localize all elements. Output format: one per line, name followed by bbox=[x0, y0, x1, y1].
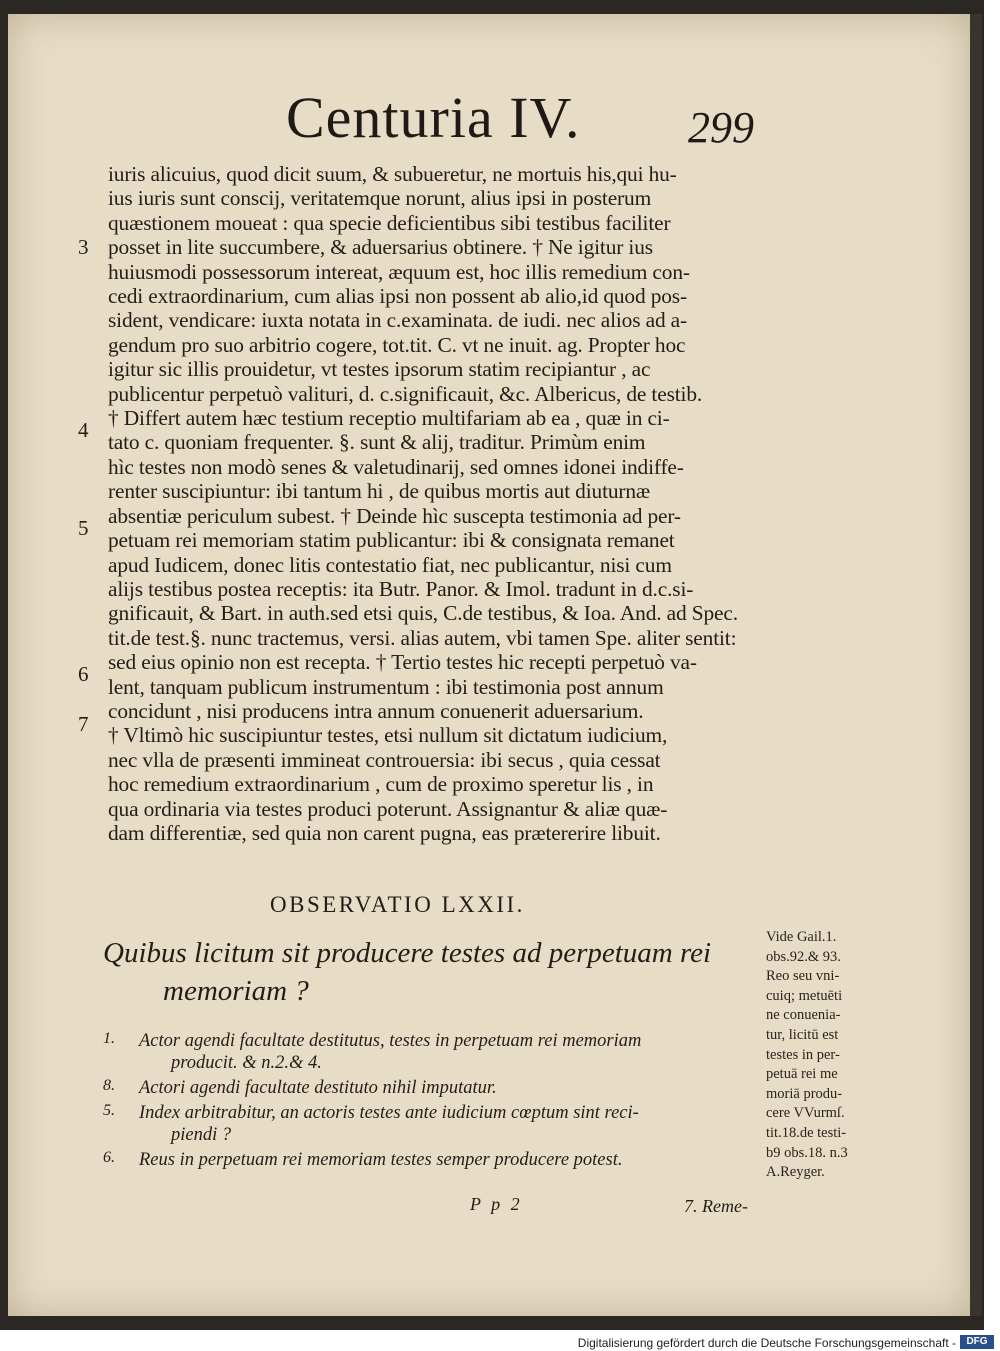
note-line: cere VVurmſ. bbox=[766, 1105, 845, 1122]
marginal-note bbox=[766, 928, 866, 1183]
text-line: hìc testes non modò senes & valetudinarij, sed omnes idonei indiffe- bbox=[108, 454, 684, 479]
text-line: apud Iudicem, donec litis contestatio fiat, nec publicantur, nisi cum bbox=[108, 552, 672, 577]
note-line: testes in per- bbox=[766, 1046, 840, 1063]
note-line: ne conuenia- bbox=[766, 1007, 841, 1024]
note-line: Reo seu vni- bbox=[766, 968, 840, 985]
text-line: cedi extraordinarium, cum alias ipsi non possent ab alio,id quod pos- bbox=[108, 284, 687, 309]
note-line: petuā rei me bbox=[766, 1066, 838, 1083]
summary-line: Actori agendi facultate destituto nihil imputatur. bbox=[139, 1078, 497, 1098]
text-line: igitur sic illis prouidetur, vt testes ipsorum statim recipiantur , ac bbox=[108, 357, 651, 382]
text-line: ius iuris sunt conscij, veritatemque norunt, alius ipsi in posterum bbox=[108, 186, 652, 211]
text-line: iuris alicuius, quod dicit suum, & subueretur, ne mortuis his,qui hu- bbox=[108, 162, 677, 186]
text-line: dam differentiæ, sed quia non carent pugna, eas prætererire libuit. bbox=[108, 820, 661, 845]
text-line: qua ordinaria via testes produci poterunt. Assignantur & aliæ quæ- bbox=[108, 796, 668, 821]
summary-item bbox=[103, 1102, 763, 1146]
page-edge bbox=[968, 14, 982, 1316]
text-line: alijs testibus postea receptis: ita Butr. Panor. & Imol. tradunt in d.c.si- bbox=[108, 576, 694, 601]
question-line: memoriam ? bbox=[163, 975, 309, 1007]
summary-line: Actor agendi facultate destitutus, testes in perpetuam rei memoriam bbox=[139, 1031, 642, 1051]
question-line: Quibus licitum sit producere testes ad perpetuam rei bbox=[103, 937, 712, 969]
text-line: tato c. quoniam frequenter. §. sunt & alij, traditur. Primùm enim bbox=[108, 430, 646, 455]
note-line: cuiq; metuēti bbox=[766, 987, 843, 1004]
summary-number: 8. bbox=[103, 1077, 115, 1094]
summary-list bbox=[103, 1030, 763, 1174]
text-line: gendum pro suo arbitrio cogere, tot.tit. C. vt ne inuit. ag. Propter hoc bbox=[108, 332, 686, 357]
observation-heading: OBSERVATIO LXXII. bbox=[270, 892, 525, 917]
signature-mark: P p 2 bbox=[470, 1194, 523, 1214]
text-line: huiusmodi possessorum intereat, æquum est, hoc illis remedium con- bbox=[108, 259, 690, 284]
summary-number: 6. bbox=[103, 1149, 115, 1166]
note-line: Vide Gail.1. bbox=[766, 929, 837, 945]
note-line: b9 obs.18. n.3 bbox=[766, 1144, 848, 1161]
text-line: publicentur perpetuò valituri, d. c.significauit, &c. Albericus, de testib. bbox=[108, 381, 703, 406]
margin-number: 4 bbox=[78, 418, 89, 442]
summary-line: Reus in perpetuam rei memoriam testes semper producere potest. bbox=[139, 1150, 623, 1170]
catchword: 7. Reme- bbox=[684, 1196, 748, 1216]
text-line: hoc remedium extraordinarium , cum de proximo speretur lis , in bbox=[108, 772, 654, 797]
summary-item bbox=[103, 1077, 763, 1099]
text-line: tit.de test.§. nunc tractemus, versi. alias autem, vbi tamen Spe. aliter sentit: bbox=[108, 625, 737, 650]
text-line: nec vlla de præsenti immineat controuersia: ibi secus , quia cessat bbox=[108, 747, 661, 772]
page-number: 299 bbox=[688, 103, 754, 152]
margin-number: 6 bbox=[78, 662, 89, 686]
note-line: A.Reyger. bbox=[766, 1164, 825, 1181]
text-line: sed eius opinio non est recepta. † Tertio testes hic recepti perpetuò va- bbox=[108, 650, 697, 675]
text-line: † Differt autem hæc testium receptio multifariam ab ea , quæ in ci- bbox=[108, 406, 670, 431]
note-line: moriā produ- bbox=[766, 1085, 843, 1102]
text-line: petuam rei memoriam statim publicantur: ibi & consignata remanet bbox=[108, 528, 675, 553]
text-line: absentiæ periculum subest. † Deinde hìc suscepta testimonia ad per- bbox=[108, 503, 681, 528]
text-line: posset in lite succumbere, & aduersarius obtinere. † Ne igitur ius bbox=[108, 235, 653, 260]
margin-number: 3 bbox=[78, 235, 89, 259]
text-line: † Vltimò hic suscipiuntur testes, etsi nullum sit dictatum iudicium, bbox=[108, 723, 668, 748]
note-line: tit.18.de testi- bbox=[766, 1124, 847, 1141]
margin-number: 5 bbox=[78, 516, 89, 540]
summary-number: 1. bbox=[103, 1030, 115, 1047]
note-line: tur, licitū est bbox=[766, 1026, 839, 1043]
text-line: sident, vendicare: iuxta notata in c.examinata. de iudi. nec alios ad a- bbox=[108, 308, 687, 333]
summary-item bbox=[103, 1149, 763, 1171]
text-line: renter suscipiuntur: ibi tantum hi , de quibus mortis aut diuturnæ bbox=[108, 479, 651, 504]
book-page bbox=[8, 14, 970, 1316]
text-line: quæstionem moueat : qua specie deficientibus sibi testibus faciliter bbox=[108, 210, 671, 235]
text-line: gnificauit, & Bart. in auth.sed etsi quis, C.de testibus, & Ioa. And. ad Spec. bbox=[108, 601, 738, 626]
text-line: concidunt , nisi producens intra annum conuenerit aduersarium. bbox=[108, 698, 644, 723]
note-line: obs.92.& 93. bbox=[766, 948, 841, 965]
body-text bbox=[78, 162, 768, 845]
footer-credit: Digitalisierung gefördert durch die Deutsche Forschungsgemeinschaft - bbox=[577, 1336, 956, 1350]
summary-line: producit. & n.2.& 4. bbox=[171, 1053, 322, 1073]
summary-number: 5. bbox=[103, 1102, 115, 1119]
summary-item bbox=[103, 1030, 763, 1074]
margin-number: 7 bbox=[78, 712, 89, 736]
dfg-logo: DFG bbox=[960, 1335, 994, 1349]
observation-question bbox=[103, 934, 763, 1010]
running-title: Centuria IV. bbox=[286, 85, 581, 150]
text-line: lent, tanquam publicum instrumentum : ibi testimonia post annum bbox=[108, 674, 664, 699]
summary-line: piendi ? bbox=[171, 1125, 232, 1145]
summary-line: Index arbitrabitur, an actoris testes ante iudicium cœptum sint reci- bbox=[139, 1103, 639, 1123]
